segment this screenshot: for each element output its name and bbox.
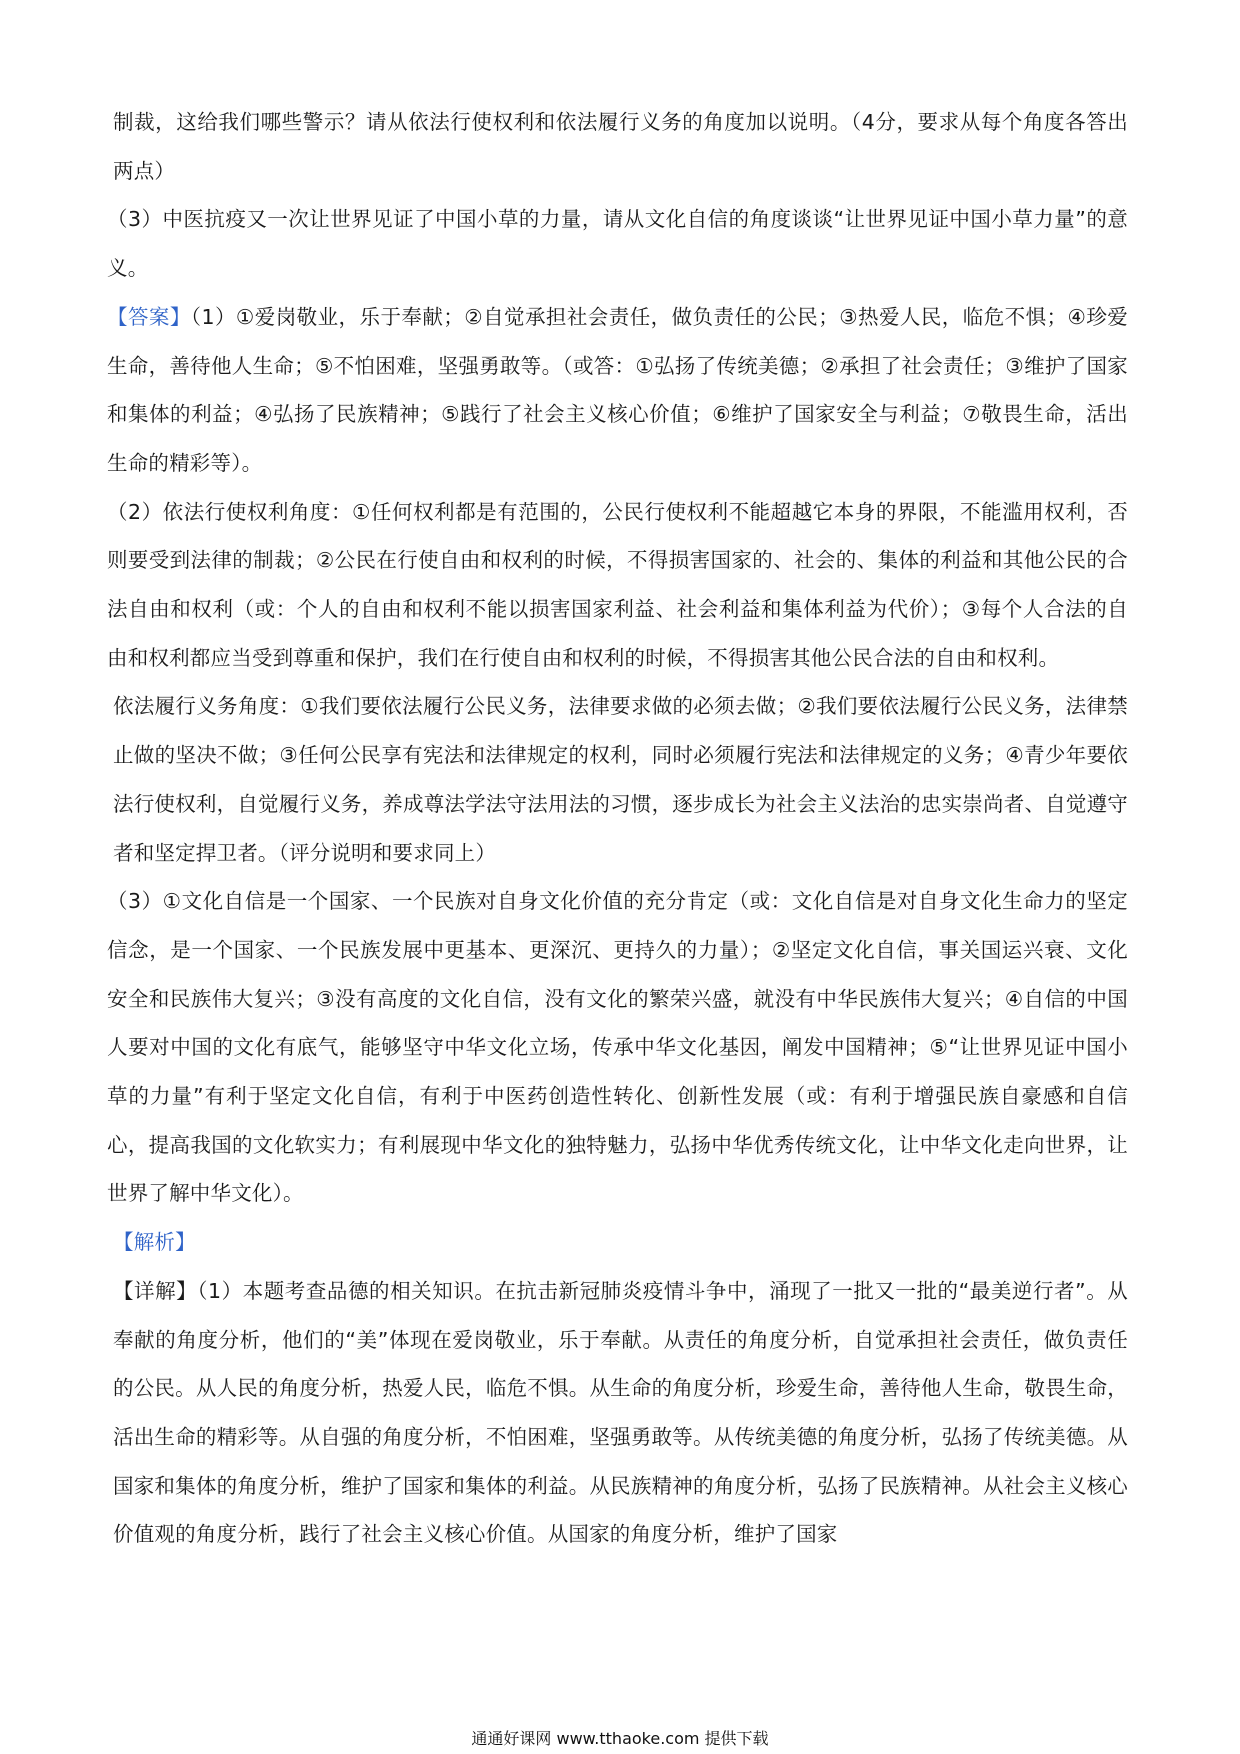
answer-3 — [107, 877, 1128, 1218]
paragraph-text: （3）中医抗疫又一次让世界见证了中国小草的力量，请从文化自信的角度谈谈“让世界见证中国小草力量”的意义。 — [107, 207, 1128, 281]
detail-explanation — [113, 1267, 1128, 1559]
paragraph-text: （2）依法行使权利角度：①任何权利都是有范围的，公民行使权利不能超越它本身的界限，不能滥用权利，否则要受到法律的制裁；②公民在行使自由和权利的时候，不得损害国家的、社会的、集体的利益和其他公民的合法自由和权利（或：个人的自由和权利不能以损害国家利益、社会利益和集体利益为代价）；③每个人合法的自由和权利都应当受到尊重和保护，我们在行使自由和权利的时候，不得损害其他公民合法的自由和权利。 — [107, 499, 1128, 670]
paragraph-text: （1）本题考查品德的相关知识。在抗击新冠肺炎疫情斗争中，涌现了一批又一批的“最美逆行者”。从奉献的角度分析，他们的“美”体现在爱岗敬业，乐于奉献。从责任的角度分析，自觉承担社会责任，做负责任的公民。从人民的角度分析，热爱人民，临危不惧。从生命的角度分析，珍爱生命，善待他人生命，敬畏生命，活出生命的精彩等。从自强的角度分析，不怕困难，坚强勇敢等。从传统美德的角度分析，弘扬了传统美德。从国家和集体的角度分析，维护了国家和集体的利益。从民族精神的角度分析，弘扬了民族精神。从社会主义核心价值观的角度分析，践行了社会主义核心价值。从国家的角度分析，维护了国家 — [113, 1278, 1128, 1547]
analysis-heading — [113, 1218, 1128, 1267]
footer-source: 通通好课网 www.tthaoke.com 提供下载 — [471, 1729, 769, 1748]
answer-2-rights — [107, 488, 1128, 683]
question-2-continued — [113, 98, 1128, 195]
question-3 — [107, 195, 1128, 292]
paragraph-text: （3）①文化自信是一个国家、一个民族对自身文化价值的充分肯定（或：文化自信是对自身文化生命力的坚定信念，是一个国家、一个民族发展中更基本、更深沉、更持久的力量）；②坚定文化自信，事关国运兴衰、文化安全和民族伟大复兴；③没有高度的文化自信，没有文化的繁荣兴盛，就没有中华民族伟大复兴；④自信的中国人要对中国的文化有底气，能够坚守中华文化立场，传承中华文化基因，阐发中国精神；⑤“让世界见证中国小草的力量”有利于坚定文化自信，有利于中医药创造性转化、创新性发展（或：有利于增强民族自豪感和自信心，提高我国的文化软实力；有利展现中华文化的独特魅力，弘扬中华优秀传统文化，让中华文化走向世界，让世界了解中华文化）。 — [107, 889, 1128, 1206]
detail-tag: 【详解】 — [113, 1278, 198, 1303]
document-body — [107, 98, 1128, 1559]
analysis-tag: 【解析】 — [113, 1230, 196, 1255]
paragraph-text: （1）①爱岗敬业，乐于奉献；②自觉承担社会责任，做负责任的公民；③热爱人民，临危不惧；④珍爱生命，善待他人生命；⑤不怕困难，坚强勇敢等。（或答：①弘扬了传统美德；②承担了社会责任；③维护了国家和集体的利益；④弘扬了民族精神；⑤践行了社会主义核心价值；⑥维护了国家安全与利益；⑦敬畏生命，活出生命的精彩等）。 — [107, 304, 1128, 475]
answer-2-duties — [113, 682, 1128, 877]
paragraph-text: 制裁，这给我们哪些警示？请从依法行使权利和依法履行义务的角度加以说明。（4分，要求从每个角度各答出两点） — [113, 110, 1128, 183]
answer-tag: 【答案】 — [107, 304, 191, 329]
answer-1 — [107, 293, 1128, 488]
paragraph-text: 依法履行义务角度：①我们要依法履行公民义务，法律要求做的必须去做；②我们要依法履行公民义务，法律禁止做的坚决不做；③任何公民享有宪法和法律规定的权利，同时必须履行宪法和法律规定的义务；④青少年要依法行使权利，自觉履行义务，养成尊法学法守法用法的习惯，逐步成长为社会主义法治的忠实崇尚者、自觉遵守者和坚定捍卫者。（评分说明和要求同上） — [113, 694, 1128, 865]
